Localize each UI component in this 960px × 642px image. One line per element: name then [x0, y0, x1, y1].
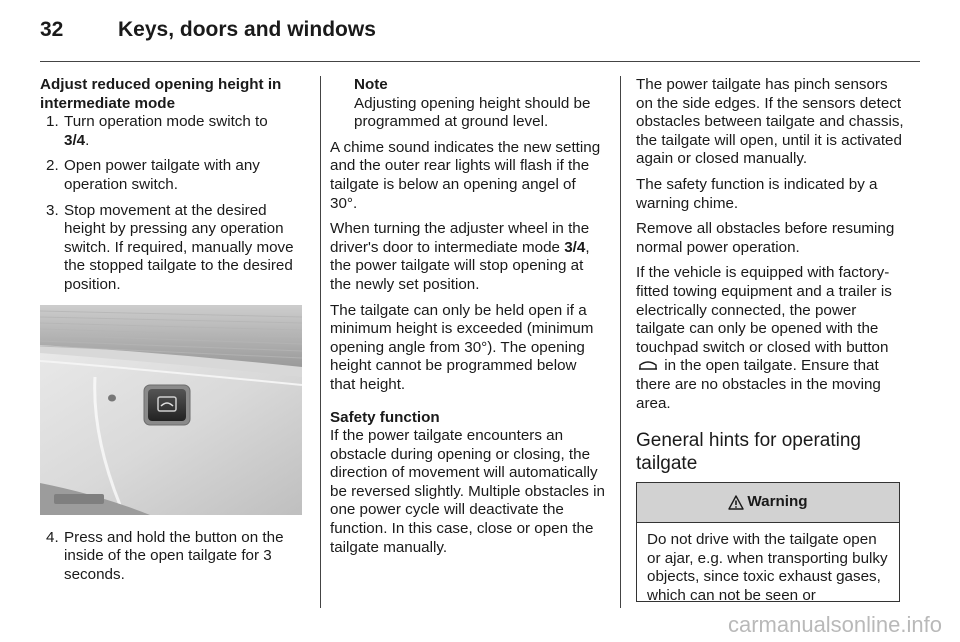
step-3: 3. Stop movement at the desired height by pressing any operation switch. If required, manually move the stopped tailgate to the desired position.	[46, 201, 294, 293]
watermark: carmanualsonline.info	[727, 612, 942, 637]
paragraph-chime: A chime sound indicates the new setting and the outer rear lights will flash if the tailgate is below an opening angel of 30°.	[330, 138, 601, 212]
paragraph-remove-obstacles: Remove all obstacles before resuming normal power operation.	[636, 220, 895, 256]
tailgate-photo-illustration	[40, 305, 302, 515]
paragraph-warning-chime: The safety function is indicated by a warning chime.	[636, 175, 878, 212]
paragraph-safety-function: If the power tailgate encounters an obstacle during opening or closing, the direction of movement will automatically be reversed slightly. Multiple obstacles in one power cycle will deactivate the function. In this case, close or open the tailgate manually.	[330, 427, 605, 556]
warning-box	[636, 482, 900, 602]
step-4: 4. Press and hold the button on the inside of the open tailgate for 3 seconds.	[46, 528, 284, 583]
section-title-general-hints: General hints for operating tailgate	[636, 430, 861, 475]
paragraph-pinch-sensors: The power tailgate has pinch sensors on the side edges. If the sensors detect obstacles between tailgate and chassis, the tailgate will open, until it is activated again or closed manually.	[636, 76, 904, 168]
safety-function-heading: Safety function	[330, 408, 440, 426]
paragraph-adjuster-wheel: When turning the adjuster wheel in the driver's door to intermediate mode 3/4, the power tailgate will stop opening at the newly set position.	[330, 220, 590, 293]
column-1	[40, 76, 302, 584]
page-number: 32	[40, 18, 64, 41]
chapter-title: Keys, doors and windows	[118, 18, 376, 41]
column-divider-1	[320, 76, 321, 608]
warning-triangle-icon	[728, 495, 744, 510]
step-2: 2. Open power tailgate with any operation switch.	[46, 157, 260, 193]
note-block	[330, 76, 605, 132]
warning-label: Warning	[747, 493, 808, 511]
note-title: Note	[354, 76, 388, 93]
column-divider-2	[620, 76, 621, 608]
warning-text: Do not drive with the tailgate open or ajar, e.g. when transporting bulky objects, since toxic exhaust gases, which can not be seen or	[647, 531, 888, 604]
paragraph-minimum-height: The tailgate can only be held open if a minimum height is exceeded (minimum opening angle from 30°). The opening height cannot be programmed below that height.	[330, 301, 594, 393]
tailgate-icon	[638, 359, 658, 371]
step-1: 1. Turn operation mode switch to 3/4.	[46, 113, 268, 149]
page-header	[40, 14, 920, 62]
column-3	[636, 76, 904, 602]
column-2	[330, 76, 605, 557]
tailgate-button-photo	[40, 305, 302, 515]
note-text: Adjusting opening height should be programmed at ground level.	[354, 94, 591, 131]
warning-header	[637, 483, 899, 523]
subheading-reduced-height: Adjust reduced opening height in intermediate mode	[40, 76, 282, 112]
paragraph-towing-equipment: If the vehicle is equipped with factory-fitted towing equipment and a trailer is electrically connected, the power tailgate can only be opened with the touchpad switch or closed with button in the open tailgate. Ensure that there are no obstacles in the moving area.	[636, 264, 892, 412]
